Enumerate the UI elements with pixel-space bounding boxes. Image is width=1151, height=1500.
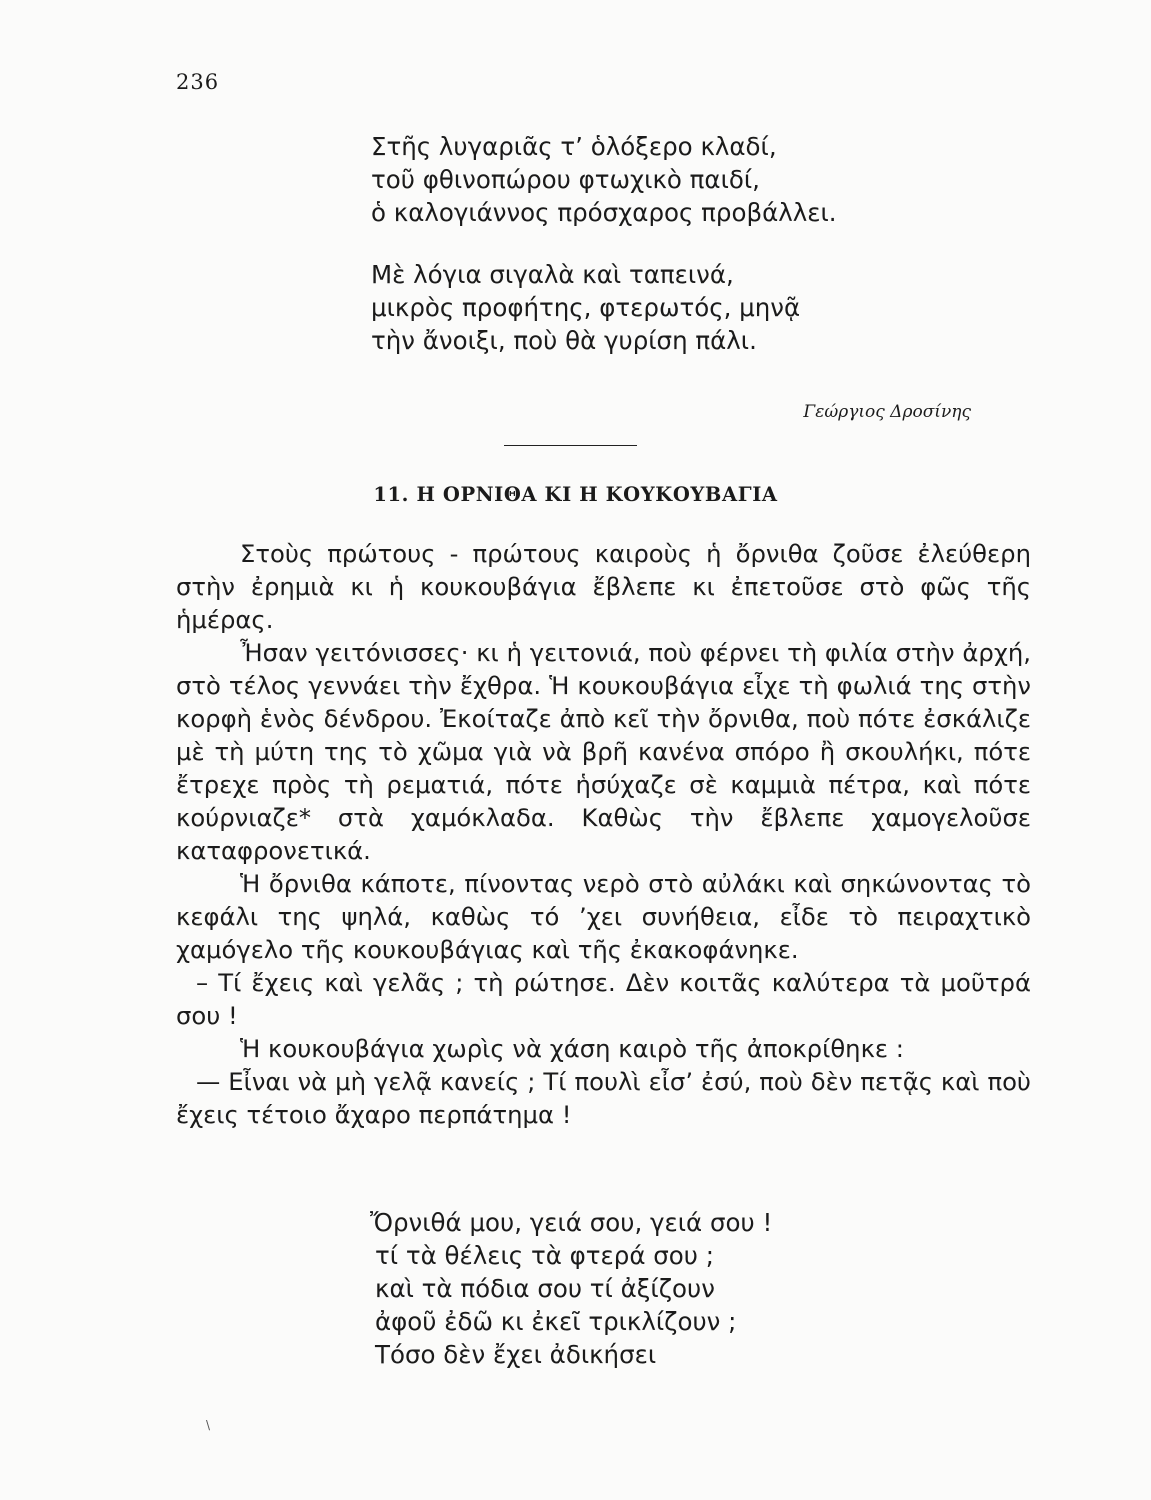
paragraph: Ἡ κουκουβάγια χωρὶς νὰ χάση καιρὸ τῆς ἀποκρίθηκε : <box>240 1034 904 1063</box>
poem-author: Γεώργιος Δροσίνης <box>803 402 971 422</box>
poem-bottom <box>370 1206 772 1371</box>
story-text <box>176 537 1031 1131</box>
poem-line: Στῆς λυγαριᾶς τ’ ὁλόξερο κλαδί, <box>371 132 777 161</box>
poem-line: Τόσο δὲν ἔχει ἀδικήσει <box>375 1340 657 1369</box>
page-number: 236 <box>176 70 220 94</box>
poem-line: ἀφοῦ ἐδῶ κι ἐκεῖ τρικλίζουν ; <box>375 1307 737 1336</box>
poem-line: τὴν ἄνοιξι, ποὺ θὰ γυρίση πάλι. <box>371 326 757 355</box>
poem-line: καὶ τὰ πόδια σου τί ἀξίζουν <box>375 1274 715 1303</box>
poem-line: ὁ καλογιάννος πρόσχαρος προβάλλει. <box>371 198 837 227</box>
paragraph: Ἡ ὄρνιθα κάποτε, πίνοντας νερὸ στὸ αὐλάκι καὶ σηκώνοντας τὸ κεφάλι της ψηλά, καθὼς τό ’χει συνήθεια, εἶδε τὸ πειραχτικὸ χαμόγελο τῆς κουκουβάγιας καὶ τῆς ἐκακοφάνηκε. <box>176 869 1031 964</box>
dialogue-paragraph: — Εἶναι νὰ μὴ γελᾷ κανείς ; Τί πουλὶ εἶσ’ ἐσύ, ποὺ δὲν πετᾷς καὶ ποὺ ἔχεις τέτοιο ἄχαρο περπάτημα ! <box>176 1067 1031 1129</box>
poem-line: μικρὸς προφήτης, φτερωτός, μηνᾷ <box>371 293 801 322</box>
paragraph: Ἦσαν γειτόνισσες· κι ἡ γειτονιά, ποὺ φέρνει τὴ φιλία στὴν ἀρχή, στὸ τέλος γεννάει τὴν ἔχθρα. Ἡ κουκουβάγια εἶχε τὴ φωλιά της στὴν κορφὴ ἑνὸς δένδρου. Ἐκοίταζε ἀπὸ κεῖ τὴν ὄρνιθα, ποὺ πότε ἐσκάλιζε μὲ τὴ μύτη της τὸ χῶμα γιὰ νὰ βρῆ κανένα σπόρο ἢ σκουλήκι, πότε ἔτρεχε πρὸς τὴ ρεματιά, πότε ἡσύχαζε σὲ καμμιὰ πέτρα, καὶ πότε κούρνιαζε* στὰ χαμόκλαδα. Καθὼς τὴν ἔβλεπε χαμογελοῦσε καταφρονετικά. <box>176 638 1031 865</box>
poem-stanza <box>371 130 837 229</box>
poem-line: Μὲ λόγια σιγαλὰ καὶ ταπεινά, <box>371 260 734 289</box>
dialogue-paragraph: – Τί ἔχεις καὶ γελᾶς ; τὴ ρώτησε. Δὲν κοιτᾶς καλύτερα τὰ μοῦτρά σου ! <box>176 968 1031 1030</box>
section-divider <box>504 445 637 446</box>
poem-stanza <box>371 258 837 357</box>
poem-line: τοῦ φθινοπώρου φτωχικὸ παιδί, <box>371 165 760 194</box>
poem-top <box>371 130 837 386</box>
chapter-title: 11. Η ΟΡΝΙΘΑ ΚΙ Η ΚΟΥΚΟΥΒΑΓΙΑ <box>373 483 778 506</box>
poem-line: τί τὰ θέλεις τὰ φτερά σου ; <box>375 1241 715 1270</box>
paragraph: Στοὺς πρώτους - πρώτους καιροὺς ἡ ὄρνιθα ζοῦσε ἐλεύθερη στὴν ἐρημιὰ κι ἡ κουκουβάγια ἔβλεπε κι ἐπετοῦσε στὸ φῶς τῆς ἡμέρας. <box>176 539 1031 634</box>
poem-line: Ὄρνιθά μου, γειά σου, γειά σου ! <box>370 1208 773 1237</box>
print-speck-mark: \ <box>206 1418 211 1432</box>
